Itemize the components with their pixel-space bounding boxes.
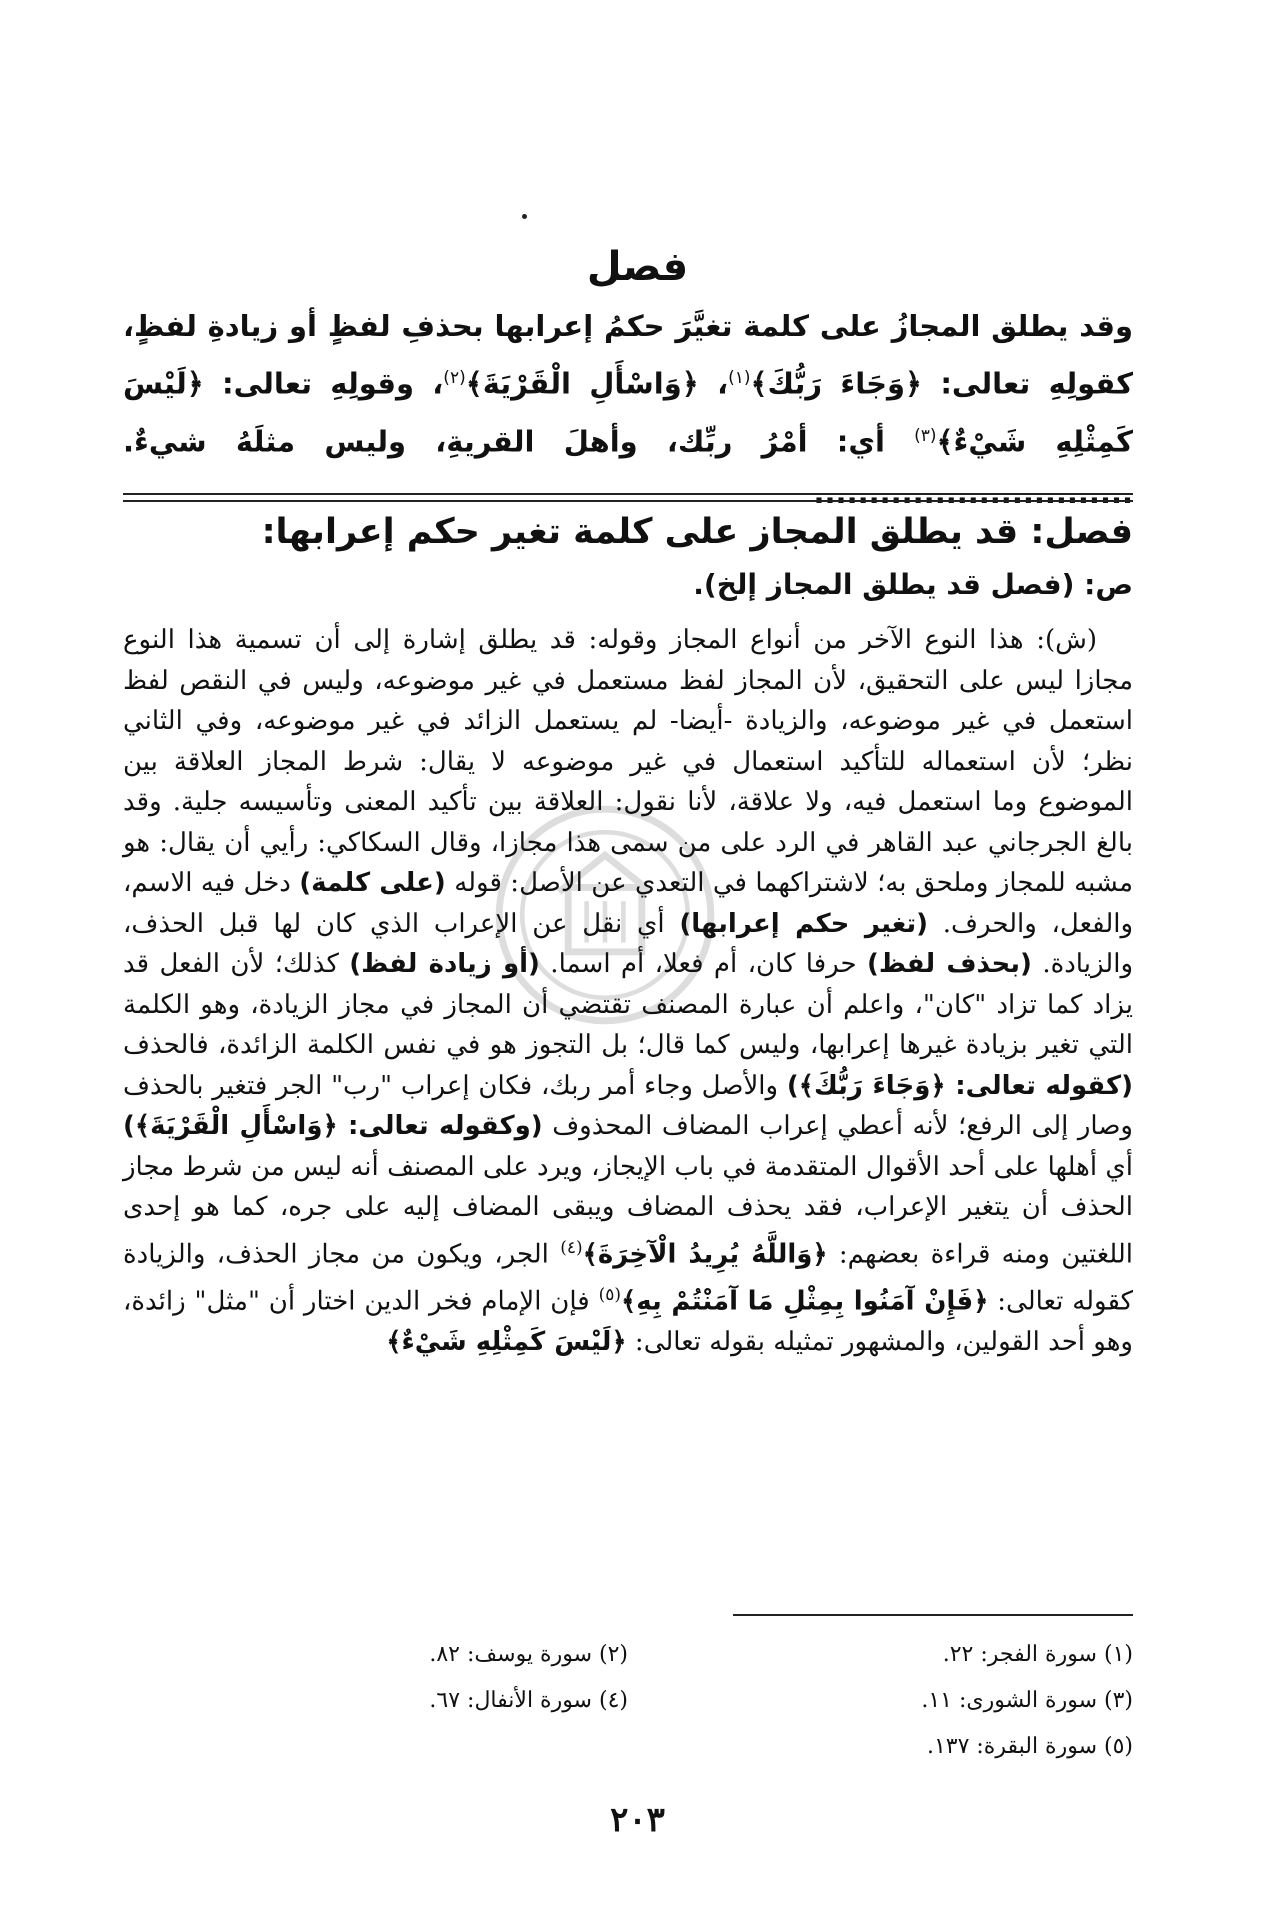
section-divider xyxy=(123,493,1133,502)
matn-end: أي: أمْرُ ربِّك، وأهلَ القريةِ، وليس مثلَهُ شيءٌ. ............................. xyxy=(123,424,1133,511)
verse-4: ﴿وَاللَّهُ يُرِيدُ الْآخِرَةَ﴾ xyxy=(582,1239,828,1270)
body-part-6: والأصل وجاء أمر ربك، فكان إعراب "رب" الجر فتغير بالحذف وصار إلى الرفع؛ لأنه أعطي إعراب المضاف المحذوف xyxy=(123,1070,1133,1141)
body-part-3: أي نقل عن الإعراب الذي كان لها قبل الحذف، والزيادة. xyxy=(123,908,1133,979)
commentary-body xyxy=(123,620,1133,1362)
matn-mid: ، وقولِهِ تعالى: xyxy=(203,366,444,401)
body-part-2: دخل فيه الاسم، والفعل، والحرف. xyxy=(123,868,1134,939)
body-part-9: فإن الإمام فخر الدين اختار أن "مثل" زائدة، وهو أحد القولين، والمشهور تمثيله بقوله تعالى: xyxy=(123,1286,1133,1357)
bold-term-5: (كقوله تعالى: ﴿وَجَاءَ رَبُّكَ﴾) xyxy=(786,1070,1133,1101)
footnote-1: (١) سورة الفجر: ٢٢. xyxy=(942,1642,1133,1667)
footnote-row xyxy=(123,1632,1133,1678)
footnote-4: (٤) سورة الأنفال: ٦٧. xyxy=(429,1688,628,1713)
footnote-3: (٣) سورة الشورى: ١١. xyxy=(921,1688,1133,1713)
verse-5: ﴿فَإِنْ آمَنُوا بِمِثْلِ مَا آمَنْتُمْ بِهِ﴾ xyxy=(620,1286,989,1317)
bold-term-3: (بحذف لفظ) xyxy=(866,949,1032,979)
bold-term-1: (على كلمة) xyxy=(299,868,446,898)
decorative-dot xyxy=(522,214,527,219)
section-heading: فصل xyxy=(586,244,689,290)
matn-text xyxy=(123,300,1133,519)
body-part-7: أي أهلها على أحد الأقوال المتقدمة في باب الإيجاز، ويرد على المصنف أنه ليس من شرط مجاز الحذف أن يتغير الإعراب، فقد يحذف المضاف ويبقى المضاف إليه على جره، كما هو إحدى اللغتين ومنه قراءة بعضهم: xyxy=(123,1151,1133,1270)
sad-line: ص: (فصل قد يطلق المجاز إلخ). xyxy=(693,568,1133,601)
bold-term-2: (تغير حكم إعرابها) xyxy=(679,908,929,939)
matn-intro: وقد يطلق المجازُ على كلمة تغيَّرَ حكمُ إعرابها بحذفِ لفظٍ أو زيادةِ لفظٍ، كقولِهِ تعالى: xyxy=(123,309,1134,401)
footnote-row xyxy=(123,1678,1133,1724)
commentary-title: فصل: قد يطلق المجاز على كلمة تغير حكم إعرابها: xyxy=(261,512,1133,552)
bold-term-4: (أو زيادة لفظ) xyxy=(349,949,540,979)
bold-term-6: (وكقوله تعالى: ﴿وَاسْأَلِ الْقَرْيَةَ﴾) xyxy=(123,1111,543,1141)
body-part-4: حرفا كان، أم فعلا، أم اسما. xyxy=(539,949,867,979)
verse-6: ﴿لَيْسَ كَمِثْلِهِ شَيْءٌ﴾ xyxy=(386,1326,627,1357)
footnote-2: (٢) سورة يوسف: ٨٢. xyxy=(429,1642,628,1667)
footnote-ref-4: (٤) xyxy=(560,1237,583,1258)
verse-2: ﴿وَاسْأَلِ الْقَرْيَةَ﴾ xyxy=(465,366,699,401)
footnote-ref-5: (٥) xyxy=(598,1284,621,1305)
matn-sep: ، xyxy=(698,366,729,401)
body-part-8: الجر، ويكون من مجاز الحذف، والزيادة كقوله تعالى: xyxy=(123,1239,1134,1317)
footnote-divider xyxy=(733,1614,1133,1616)
body-part-5: كذلك؛ لأن الفعل قد يزاد كما تزاد "كان"، واعلم أن عبارة المصنف تقتضي أن المجاز في مجاز الزيادة، وهو الكلمة التي تغير بزيادة غيرها إعرابها، وليس كما قال؛ بل التجوز هو في نفس الكلمة الزائدة، فالحذف xyxy=(123,949,1133,1060)
verse-1: ﴿وَجَاءَ رَبُّكَ﴾ xyxy=(750,366,923,401)
body-part-1: (ش): هذا النوع الآخر من أنواع المجاز وقوله: قد يطلق إشارة إلى أن تسمية هذا النوع مجازا ليس على التحقيق، لأن المجاز لفظ مستعمل في غير موضوعه، وليس في النقص لفظ استعمل في غير موضوعه، والزيادة -أيضا- لم يستعمل الزائد في غير موضوعه، وفي الثاني نظر؛ لأن استعماله للتأكيد استعمال في غير موضوعه لا يقال: شرط المجاز العلاقة بين الموضوع وما استعمل فيه، ولا علاقة، لأنا نقول: العلاقة بين تأكيد المعنى وتأسيسه جلية. وقد بالغ الجرجاني عبد القاهر في الرد على من سمى هذا مجازا، وقال السكاكي: رأيي أن يقال: هو مشبه للمجاز وملحق به؛ لاشتراكهما في التعدي عن الأصل: قوله xyxy=(123,625,1133,898)
footnote-ref-2: (٢) xyxy=(443,368,466,388)
footnotes xyxy=(123,1632,1133,1770)
footnote-ref-3: (٣) xyxy=(914,425,937,446)
verse-3: ﴿لَيْسَ كَمِثْلِهِ شَيْءٌ﴾ xyxy=(123,366,1133,459)
page-number: ٢٠٣ xyxy=(610,1800,665,1840)
footnote-ref-1: (١) xyxy=(728,368,751,388)
footnote-5: (٥) سورة البقرة: ١٣٧. xyxy=(926,1734,1133,1759)
footnote-row xyxy=(123,1724,1133,1770)
